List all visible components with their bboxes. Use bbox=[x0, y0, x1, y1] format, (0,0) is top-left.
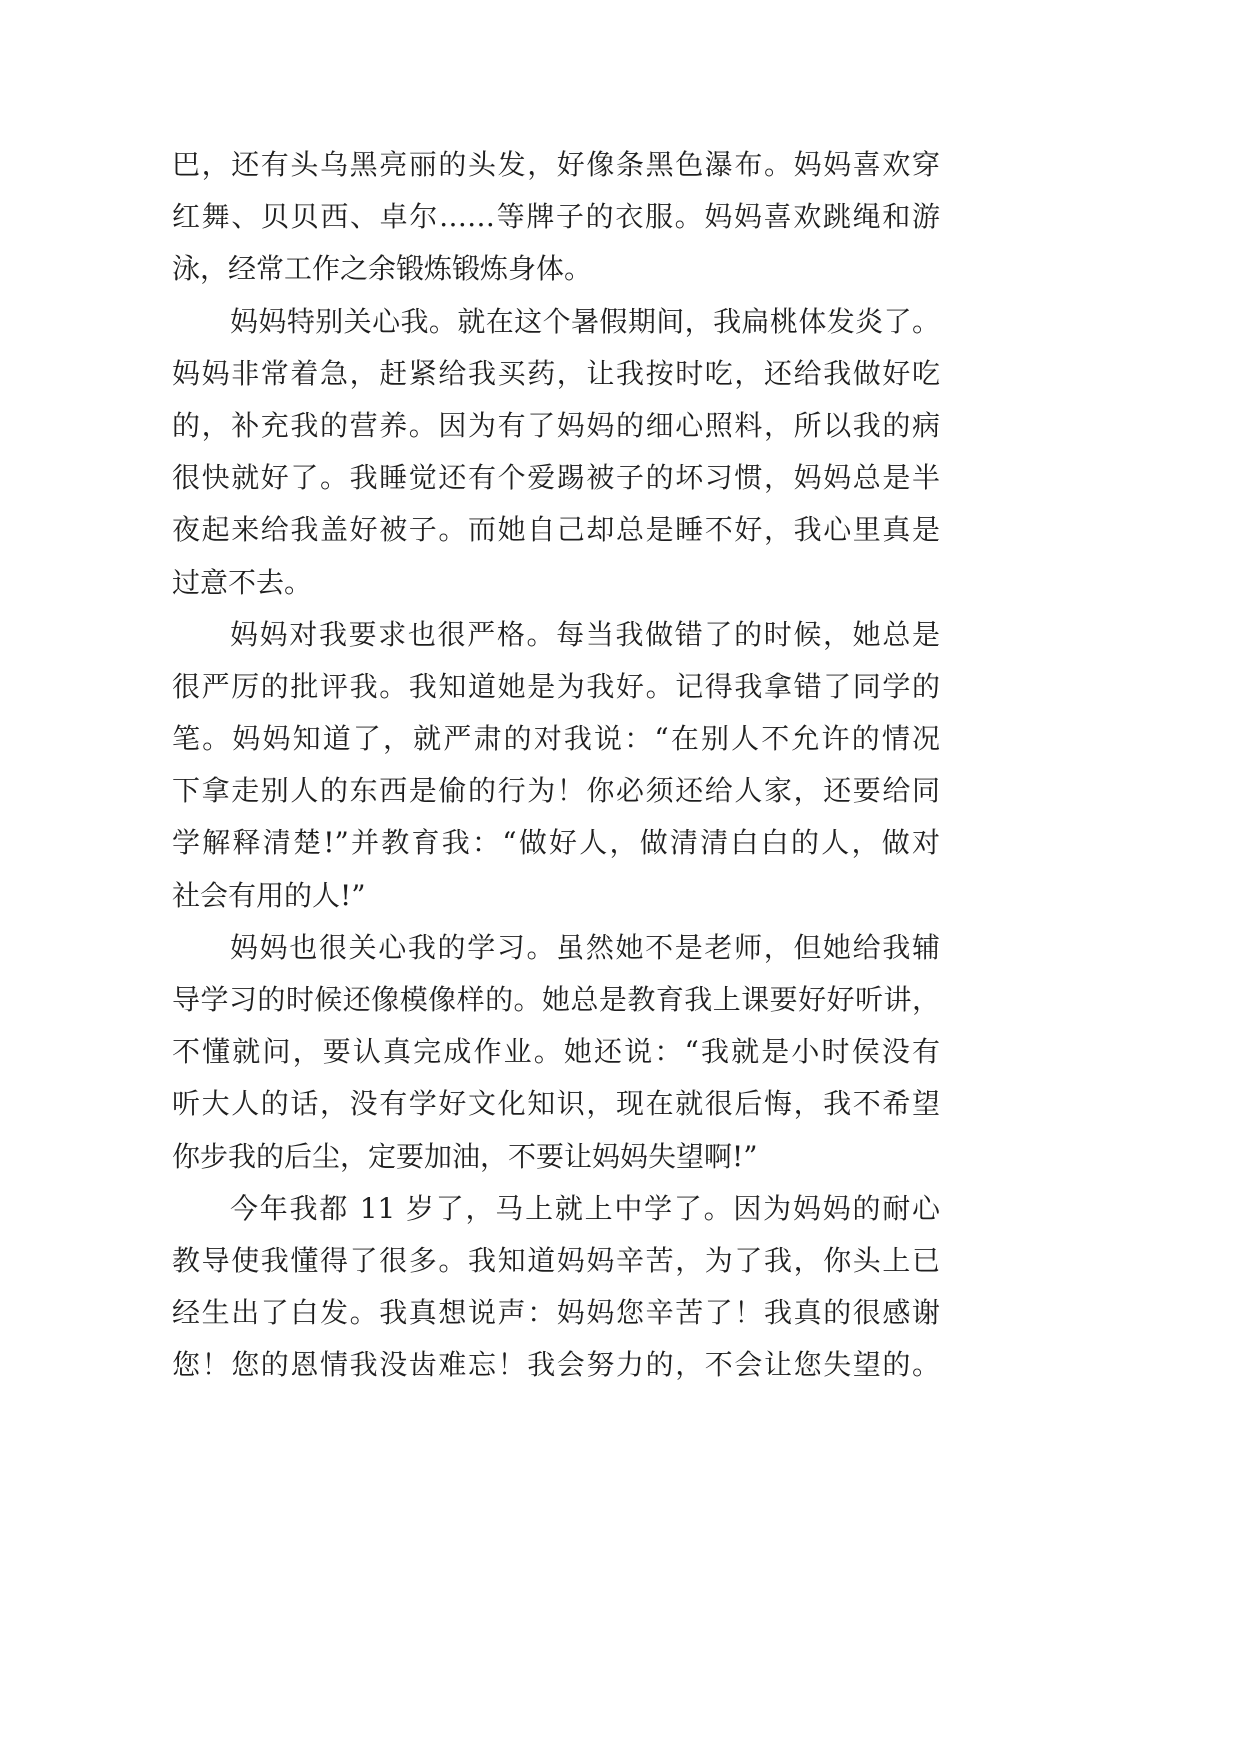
text-line: 学解释清楚!”并教育我：“做好人，做清清白白的人，做对 bbox=[172, 826, 940, 860]
text-line: 听大人的话，没有学好文化知识，现在就很后悔，我不希望 bbox=[172, 1087, 940, 1121]
text-line: 下拿走别人的东西是偷的行为！你必须还给人家，还要给同 bbox=[172, 774, 940, 808]
text-line: 妈妈对我要求也很严格。每当我做错了的时候，她总是 bbox=[230, 617, 940, 651]
paragraph bbox=[172, 922, 940, 1183]
text-line: 的，补充我的营养。因为有了妈妈的细心照料，所以我的病 bbox=[172, 408, 940, 442]
paragraph bbox=[172, 1183, 940, 1392]
text-line: 红舞、贝贝西、卓尔……等牌子的衣服。妈妈喜欢跳绳和游 bbox=[172, 200, 940, 234]
text-line: 很快就好了。我睡觉还有个爱踢被子的坏习惯，妈妈总是半 bbox=[172, 461, 940, 495]
paragraph bbox=[172, 609, 940, 922]
text-line: 你步我的后尘，定要加油，不要让妈妈失望啊!” bbox=[172, 1139, 758, 1173]
text-line: 社会有用的人!” bbox=[172, 878, 366, 912]
text-line: 夜起来给我盖好被子。而她自己却总是睡不好，我心里真是 bbox=[172, 513, 940, 547]
paragraph bbox=[172, 296, 940, 609]
paragraph bbox=[172, 139, 940, 296]
text-line: 泳，经常工作之余锻炼锻炼身体。 bbox=[172, 252, 593, 286]
text-line: 巴，还有头乌黑亮丽的头发，好像条黑色瀑布。妈妈喜欢穿 bbox=[172, 148, 940, 181]
text-line: 很严厉的批评我。我知道她是为我好。记得我拿错了同学的 bbox=[172, 669, 940, 703]
text-line: 今年我都 11 岁了，马上就上中学了。因为妈妈的耐心 bbox=[230, 1191, 940, 1225]
text-line: 妈妈非常着急，赶紧给我买药，让我按时吃，还给我做好吃 bbox=[172, 356, 940, 390]
text-line: 您！您的恩情我没齿难忘！我会努力的，不会让您失望的。 bbox=[172, 1348, 940, 1382]
text-line: 过意不去。 bbox=[172, 565, 313, 599]
text-line: 笔。妈妈知道了，就严肃的对我说：“在别人不允许的情况 bbox=[172, 722, 940, 756]
text-line: 导学习的时候还像模像样的。她总是教育我上课要好好听讲， bbox=[172, 983, 940, 1016]
text-line: 妈妈也很关心我的学习。虽然她不是老师，但她给我辅 bbox=[230, 930, 940, 964]
text-line: 妈妈特别关心我。就在这个暑假期间，我扁桃体发炎了。 bbox=[230, 304, 940, 338]
text-line: 教导使我懂得了很多。我知道妈妈辛苦，为了我，你头上已 bbox=[172, 1243, 940, 1277]
text-line: 不懂就问，要认真完成作业。她还说：“我就是小时侯没有 bbox=[172, 1035, 940, 1069]
body-text bbox=[172, 139, 940, 1392]
text-line: 经生出了白发。我真想说声：妈妈您辛苦了！我真的很感谢 bbox=[172, 1296, 940, 1330]
